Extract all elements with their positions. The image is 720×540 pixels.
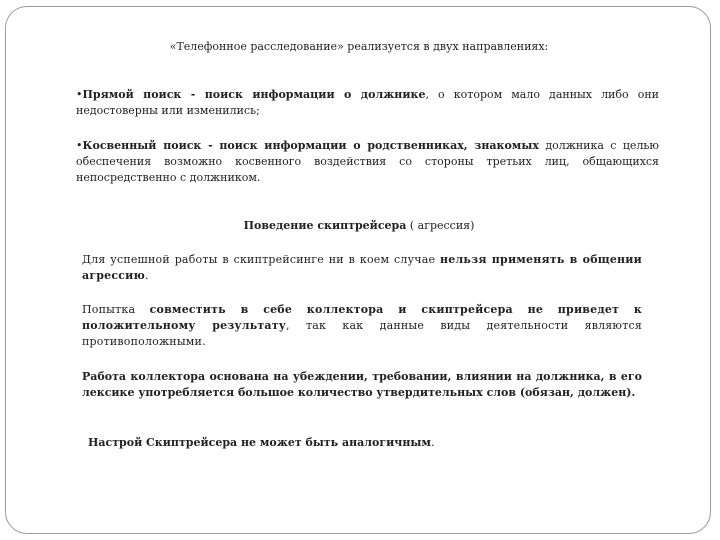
paragraph-bold-text: нельзя применять в общении агрессию xyxy=(82,253,642,282)
item-bold-text: Косвенный поиск - поиск информации о родственниках, знакомых xyxy=(82,139,539,152)
slide-heading xyxy=(6,39,712,55)
paragraph-text: Попытка xyxy=(82,303,150,316)
section-title-rest: ( агрессия) xyxy=(406,219,475,232)
paragraph-no-aggression xyxy=(82,252,642,284)
section-title-bold: Поведение скиптрейсера xyxy=(243,219,407,232)
paragraph-end: . xyxy=(145,269,149,282)
paragraph-text: Для успешной работы в скиптрейсинге ни в коем случае xyxy=(82,253,441,266)
list-item-direct-search xyxy=(76,87,659,119)
paragraph-bold-text: Настрой Скиптрейсера не может быть аналогичным xyxy=(88,436,431,449)
paragraph-bold-text: совместить в себе коллектора и скиптрейсера не приведет к положительному результату xyxy=(82,303,642,332)
item-text: должника с целью обеспечения возможно косвенного воздействия со стороны третьих лиц, общающихся непосредственно с должником. xyxy=(76,139,659,184)
heading-rest: реализуется в двух направлениях: xyxy=(343,40,549,53)
paragraph-combine-attempt xyxy=(82,302,642,350)
section-title xyxy=(6,218,712,234)
slide-frame xyxy=(5,6,711,534)
heading-quoted: «Телефонное расследование» xyxy=(169,40,344,53)
paragraph-rest: , так как данные виды деятельности являются противоположными. xyxy=(82,319,642,348)
item-text: , о котором мало данных либо они недостоверны или изменились; xyxy=(76,88,659,117)
paragraph-collector-work xyxy=(82,369,642,401)
bullet-icon: • xyxy=(76,139,83,152)
bullet-icon: • xyxy=(76,88,83,101)
paragraph-skiptracer-attitude xyxy=(88,435,648,451)
paragraph-end: . xyxy=(430,436,435,449)
item-bold-text: Прямой поиск - поиск информации о должнике xyxy=(82,88,426,101)
paragraph-bold-text: Работа коллектора основана на убеждении, требовании, влиянии на должника, в его лексике употребляется большое количество утвердительных слов (обязан, должен). xyxy=(82,370,642,399)
list-item-indirect-search xyxy=(76,138,659,186)
